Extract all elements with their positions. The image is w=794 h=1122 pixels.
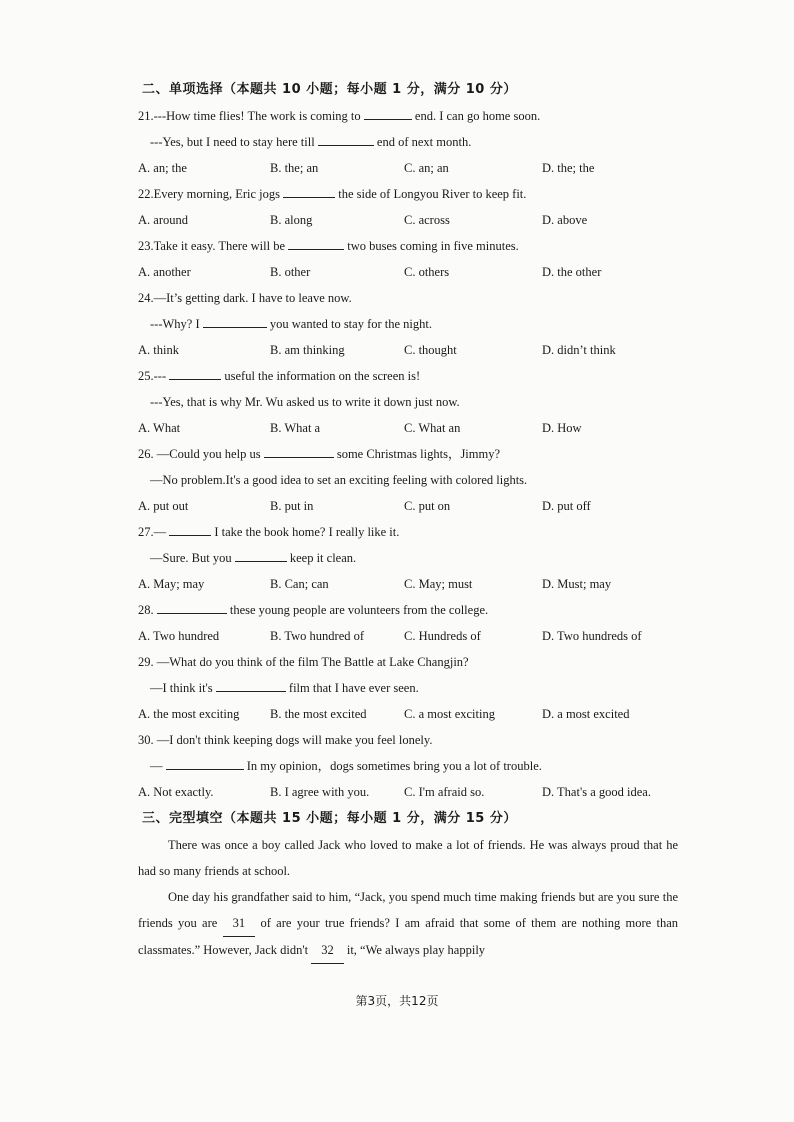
option-d: D. Must; may: [542, 577, 612, 591]
option-d: D. That's a good idea.: [542, 785, 651, 799]
question-24: 24.—It’s getting dark. I have to leave now.: [138, 291, 352, 305]
answer-blank: [203, 315, 267, 328]
page-content: [138, 78, 698, 964]
option-d: D. Two hundreds of: [542, 629, 642, 643]
option-a: A. Two hundred: [138, 629, 220, 643]
question-27-options: [138, 571, 698, 597]
question-28: 28. these young people are volunteers from the college.: [138, 603, 489, 617]
cloze-paragraph-1: There was once a boy called Jack who loved to make a lot of friends. He was always proud that he had so many friends at school.: [138, 838, 678, 878]
option-b: B. the most excited: [270, 707, 367, 721]
option-b: B. Can; can: [270, 577, 329, 591]
option-a: A. around: [138, 213, 188, 227]
cloze-blank-32: 32: [311, 937, 344, 964]
option-a: A. What: [138, 421, 181, 435]
answer-blank: [235, 549, 287, 562]
question-21: 21.---How time flies! The work is coming to end. I can go home soon.: [138, 109, 541, 123]
question-29-options: [138, 701, 698, 727]
option-a: A. May; may: [138, 577, 205, 591]
option-b: B. What a: [270, 421, 321, 435]
answer-blank: [157, 601, 227, 614]
question-29-reply: —I think it's film that I have ever seen.: [150, 681, 419, 695]
question-29: 29. —What do you think of the film The Battle at Lake Changjin?: [138, 655, 469, 669]
question-26-options: [138, 493, 698, 519]
cloze-blank-31: 31: [223, 910, 256, 937]
question-30-options: [138, 779, 698, 805]
option-c: C. I'm afraid so.: [404, 785, 485, 799]
option-a: A. another: [138, 265, 191, 279]
option-b: B. other: [270, 265, 311, 279]
option-d: D. above: [542, 213, 588, 227]
question-23: 23.Take it easy. There will be two buses coming in five minutes.: [138, 239, 519, 253]
option-c: C. a most exciting: [404, 707, 495, 721]
option-c: C. What an: [404, 421, 461, 435]
option-c: C. an; an: [404, 161, 449, 175]
question-21-options: [138, 155, 698, 181]
answer-blank: [166, 757, 244, 770]
option-c: C. others: [404, 265, 450, 279]
option-d: D. a most excited: [542, 707, 630, 721]
question-23-options: [138, 259, 698, 285]
answer-blank: [216, 679, 286, 692]
question-27-reply: —Sure. But you keep it clean.: [150, 551, 357, 565]
option-b: B. along: [270, 213, 313, 227]
option-a: A. an; the: [138, 161, 187, 175]
option-b: B. I agree with you.: [270, 785, 370, 799]
question-26: 26. —Could you help us some Christmas lights，Jimmy?: [138, 447, 501, 461]
answer-blank: [318, 133, 374, 146]
option-a: A. Not exactly.: [138, 785, 214, 799]
option-d: D. didn’t think: [542, 343, 616, 357]
section-3-title: 三、完型填空（本题共 15 小题；每小题 1 分，满分 15 分）: [142, 811, 517, 826]
answer-blank: [364, 107, 412, 120]
question-27: 27.— I take the book home? I really like it.: [138, 525, 400, 539]
option-c: C. Hundreds of: [404, 629, 481, 643]
section-2-title: 二、单项选择（本题共 10 小题；每小题 1 分，满分 10 分）: [142, 82, 517, 97]
question-22: 22.Every morning, Eric jogs the side of Longyou River to keep fit.: [138, 187, 527, 201]
answer-blank: [264, 445, 334, 458]
question-25-options: [138, 415, 698, 441]
answer-blank: [169, 523, 211, 536]
option-d: D. put off: [542, 499, 591, 513]
option-b: B. put in: [270, 499, 314, 513]
option-c: C. thought: [404, 343, 457, 357]
question-25: 25.--- useful the information on the screen is!: [138, 369, 421, 383]
question-30: 30. —I don't think keeping dogs will make you feel lonely.: [138, 733, 433, 747]
question-24-options: [138, 337, 698, 363]
option-c: C. across: [404, 213, 450, 227]
question-21-reply: ---Yes, but I need to stay here till end of next month.: [150, 135, 472, 149]
option-d: D. How: [542, 421, 582, 435]
question-30-reply: — In my opinion，dogs sometimes bring you a lot of trouble.: [150, 759, 542, 773]
cloze-paragraph-2: One day his grandfather said to him, “Jack, you spend much time making friends but are you sure the friends you are 31 of are your true friends? I am afraid that some of them are nothing more than classmates.” However, Jack didn't 32 it, “We always play happily: [138, 884, 678, 964]
option-b: B. Two hundred of: [270, 629, 365, 643]
option-b: B. am thinking: [270, 343, 345, 357]
question-22-options: [138, 207, 698, 233]
answer-blank: [283, 185, 335, 198]
option-a: A. think: [138, 343, 179, 357]
question-24-reply: ---Why? I you wanted to stay for the night.: [150, 317, 432, 331]
page-number: 第3页，共12页: [355, 994, 439, 1008]
option-d: D. the; the: [542, 161, 595, 175]
option-b: B. the; an: [270, 161, 319, 175]
question-25-reply: ---Yes, that is why Mr. Wu asked us to write it down just now.: [150, 395, 460, 409]
question-28-options: [138, 623, 698, 649]
option-c: C. put on: [404, 499, 451, 513]
option-a: A. put out: [138, 499, 189, 513]
answer-blank: [169, 367, 221, 380]
option-d: D. the other: [542, 265, 602, 279]
question-26-reply: —No problem.It's a good idea to set an exciting feeling with colored lights.: [150, 473, 528, 487]
option-a: A. the most exciting: [138, 707, 240, 721]
answer-blank: [288, 237, 344, 250]
option-c: C. May; must: [404, 577, 473, 591]
